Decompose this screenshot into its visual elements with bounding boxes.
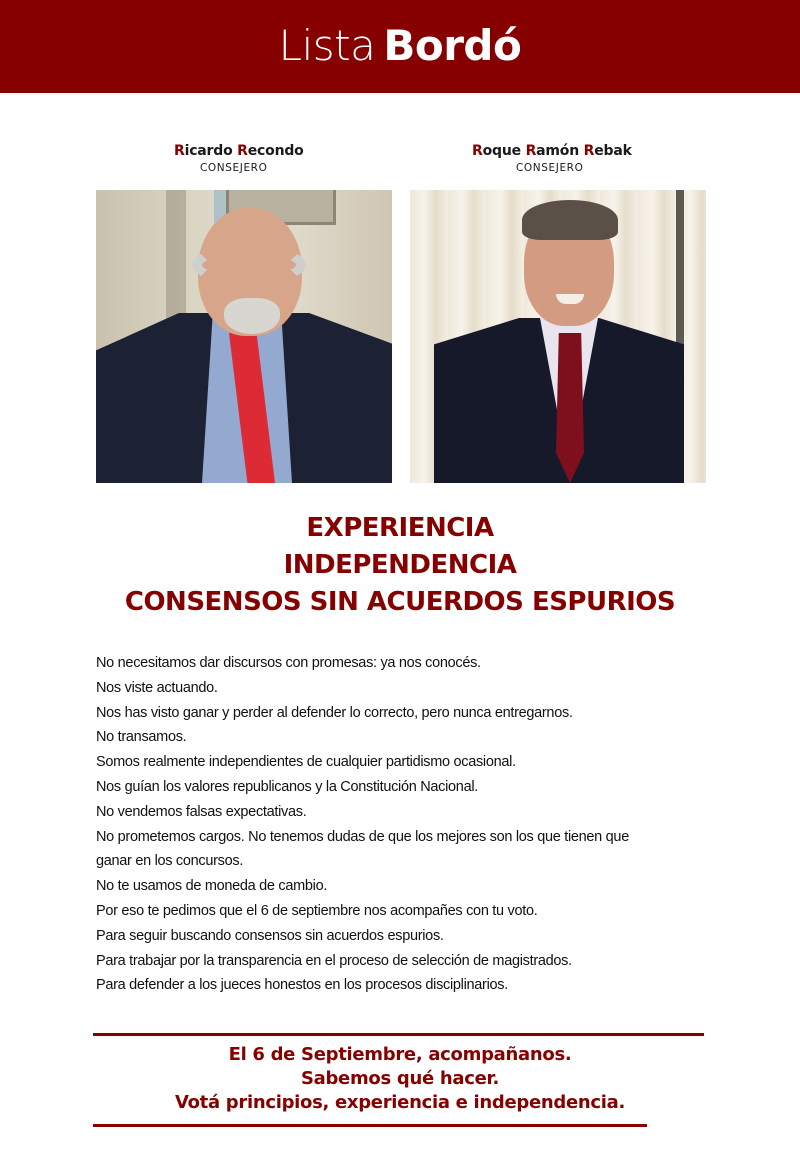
photo-background-curtain (676, 190, 684, 360)
photo-hair (192, 245, 306, 285)
cta-line-date: El 6 de Septiembre, acompañanos. (228, 1044, 572, 1065)
photo-beard (224, 298, 280, 334)
manifesto-line: Nos viste actuando. (96, 679, 218, 696)
manifesto-line: Nos guían los valores republicanos y la Constitución Nacional. (96, 778, 478, 795)
manifesto-line: No vendemos falsas expectativas. (96, 803, 307, 820)
manifesto-line: No te usamos de moneda de cambio. (96, 878, 328, 895)
candidate-card-rebak (410, 142, 706, 190)
candidate-photo-rebak (410, 190, 706, 483)
slogan-independencia: INDEPENDENCIA (283, 550, 517, 580)
name-initial: R (472, 143, 483, 159)
cta-bottom-divider (93, 1124, 647, 1127)
candidate-name (174, 143, 304, 159)
name-rest: econdo (247, 143, 304, 159)
candidate-header (410, 142, 706, 190)
manifesto-line: Somos realmente independientes de cualquier partidismo ocasional. (96, 754, 516, 771)
candidate-photo-recondo (96, 190, 392, 483)
name-initial: R (583, 143, 595, 159)
cta-line-vota: Votá principios, experiencia e independencia. (174, 1092, 626, 1113)
manifesto-text (96, 651, 716, 998)
name-rest: icardo (184, 143, 238, 159)
candidate-role: CONSEJERO (516, 162, 584, 174)
slogan-experiencia: EXPERIENCIA (306, 513, 494, 543)
manifesto-line: No prometemos cargos. No tenemos dudas de que los mejores son los que tienen que (96, 828, 629, 845)
manifesto-line: ganar en los concursos. (96, 853, 244, 870)
lista-bordo-logo (278, 20, 522, 70)
candidate-card-recondo (96, 142, 392, 190)
cta-top-divider (93, 1033, 704, 1036)
name-rest: ebak (594, 143, 632, 159)
name-rest: amón (536, 143, 584, 159)
manifesto-line: Para defender a los jueces honestos en los procesos disciplinarios. (96, 977, 508, 994)
manifesto-line: Para seguir buscando consensos sin acuerdos espurios. (96, 927, 444, 944)
manifesto-line: No necesitamos dar discursos con promesas: ya nos conocés. (96, 655, 481, 671)
manifesto-line: Para trabajar por la transparencia en el proceso de selección de magistrados. (96, 952, 572, 969)
photo-hair (522, 200, 618, 240)
logo-light-text: Lista (278, 20, 376, 70)
cta-line-sabemos: Sabemos qué hacer. (300, 1068, 500, 1089)
candidate-name (472, 143, 632, 159)
header-banner (0, 0, 800, 93)
manifesto-line: Por eso te pedimos que el 6 de septiembre nos acompañes con tu voto. (96, 902, 538, 919)
manifesto-line: Nos has visto ganar y perder al defender lo correcto, pero nunca entregarnos. (96, 704, 573, 721)
white-overlay-artifact (655, 1084, 800, 1174)
photo-background-panel (166, 190, 186, 330)
candidate-header (96, 142, 392, 190)
photo-tie (556, 333, 584, 483)
slogan-consensos: CONSENSOS SIN ACUERDOS ESPURIOS (124, 587, 676, 617)
manifesto-line: No transamos. (96, 729, 187, 746)
slogan-block (0, 510, 800, 621)
logo-bold-text: Bordó (383, 20, 522, 70)
name-initial: R (237, 143, 248, 159)
name-rest: oque (482, 143, 526, 159)
name-initial: R (525, 143, 537, 159)
name-initial: R (174, 143, 185, 159)
candidate-role: CONSEJERO (200, 162, 268, 174)
